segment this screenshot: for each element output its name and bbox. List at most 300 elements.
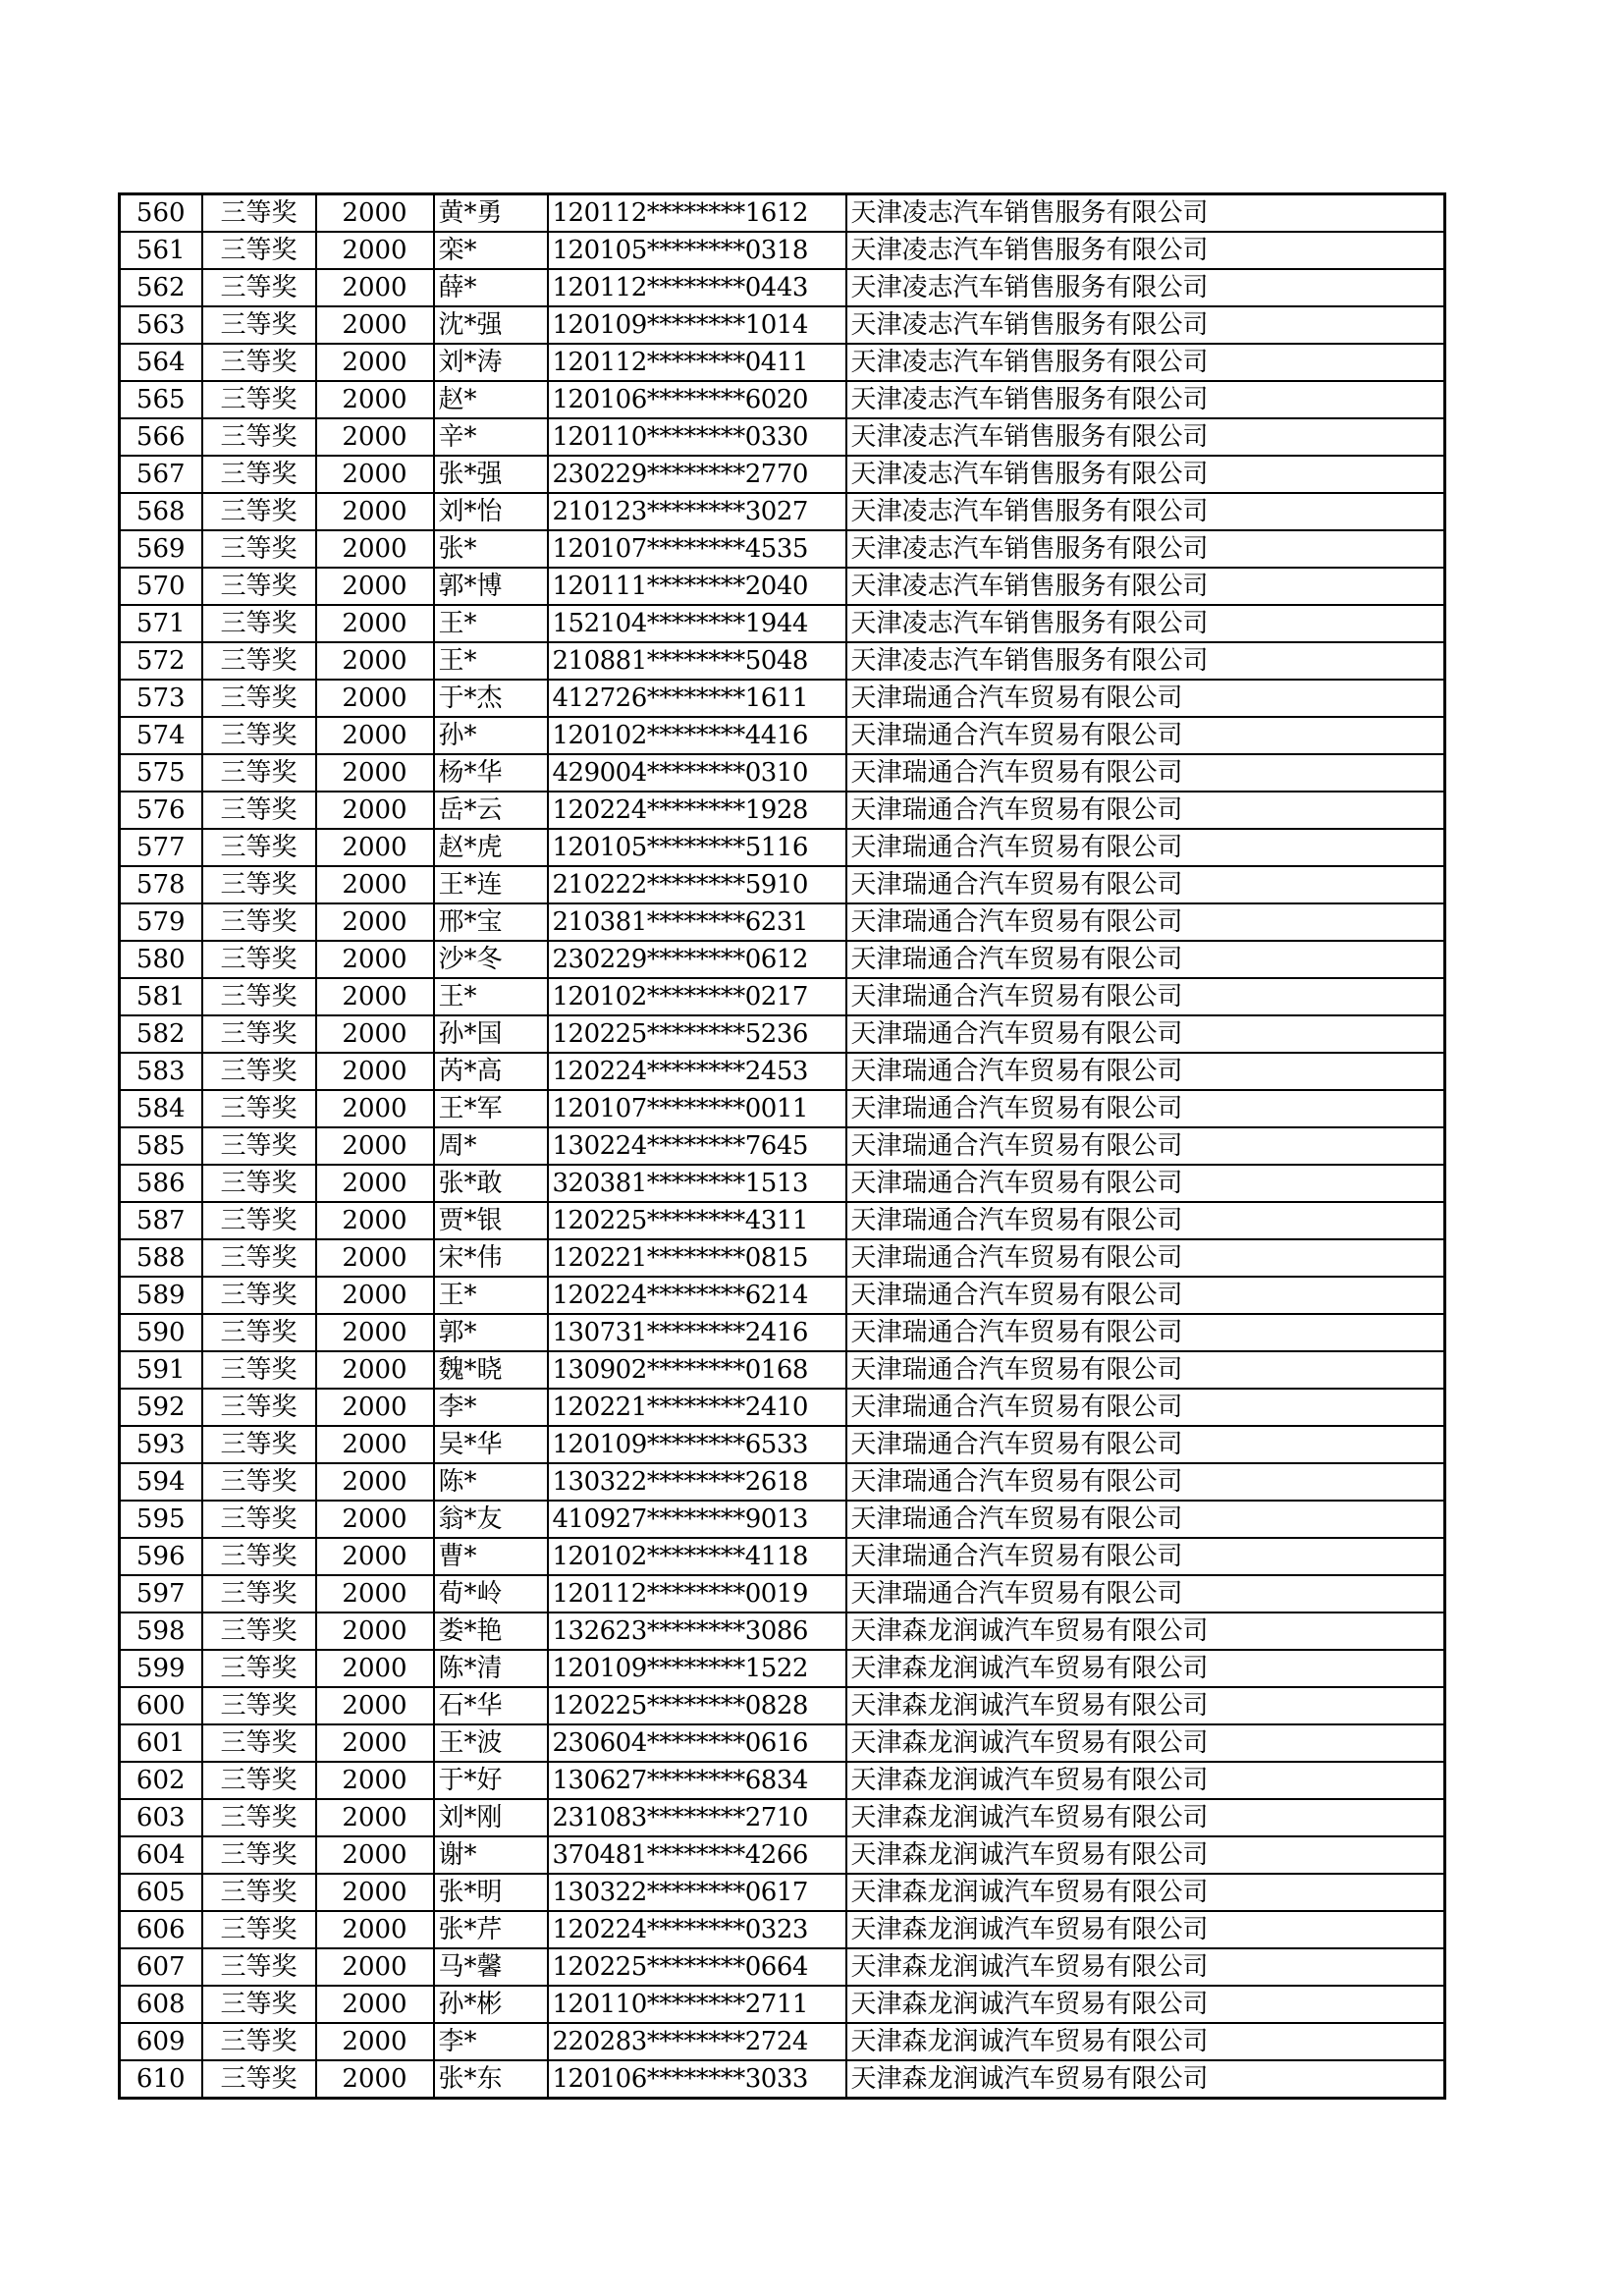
name-cell: 薛* — [434, 269, 548, 306]
name-cell: 王*军 — [434, 1090, 548, 1127]
amount-cell: 2000 — [316, 829, 434, 866]
table-row — [120, 792, 1445, 829]
row-index-cell: 574 — [120, 717, 202, 754]
award-cell: 三等奖 — [202, 866, 316, 903]
row-index-cell: 562 — [120, 269, 202, 306]
company-cell: 天津瑞通合汽车贸易有限公司 — [846, 829, 1445, 866]
company-cell: 天津凌志汽车销售服务有限公司 — [846, 418, 1445, 456]
company-cell: 天津瑞通合汽车贸易有限公司 — [846, 1277, 1445, 1314]
company-cell: 天津瑞通合汽车贸易有限公司 — [846, 1575, 1445, 1613]
company-cell: 天津凌志汽车销售服务有限公司 — [846, 232, 1445, 269]
amount-cell: 2000 — [316, 344, 434, 381]
row-index-cell: 610 — [120, 2060, 202, 2099]
id-number-cell: 120225********5236 — [548, 1015, 846, 1053]
id-number-cell: 120112********0443 — [548, 269, 846, 306]
name-cell: 李* — [434, 1389, 548, 1426]
company-cell: 天津瑞通合汽车贸易有限公司 — [846, 1202, 1445, 1239]
table-row — [120, 941, 1445, 978]
name-cell: 谢* — [434, 1836, 548, 1874]
row-index-cell: 600 — [120, 1687, 202, 1724]
award-cell: 三等奖 — [202, 1389, 316, 1426]
company-cell: 天津瑞通合汽车贸易有限公司 — [846, 1090, 1445, 1127]
table-row — [120, 1911, 1445, 1948]
name-cell: 李* — [434, 2023, 548, 2060]
table-row — [120, 829, 1445, 866]
company-cell: 天津瑞通合汽车贸易有限公司 — [846, 1165, 1445, 1202]
name-cell: 栾* — [434, 232, 548, 269]
id-number-cell: 120102********0217 — [548, 978, 846, 1015]
table-row — [120, 418, 1445, 456]
table-row — [120, 493, 1445, 530]
table-row — [120, 605, 1445, 642]
amount-cell: 2000 — [316, 605, 434, 642]
amount-cell: 2000 — [316, 1911, 434, 1948]
amount-cell: 2000 — [316, 1948, 434, 1986]
id-number-cell: 130224********7645 — [548, 1127, 846, 1165]
row-index-cell: 568 — [120, 493, 202, 530]
award-cell: 三等奖 — [202, 941, 316, 978]
table-row — [120, 1799, 1445, 1836]
table-row — [120, 269, 1445, 306]
company-cell: 天津森龙润诚汽车贸易有限公司 — [846, 1687, 1445, 1724]
company-cell: 天津瑞通合汽车贸易有限公司 — [846, 1501, 1445, 1538]
award-cell: 三等奖 — [202, 1724, 316, 1762]
row-index-cell: 587 — [120, 1202, 202, 1239]
name-cell: 魏*晓 — [434, 1351, 548, 1389]
name-cell: 翁*友 — [434, 1501, 548, 1538]
company-cell: 天津瑞通合汽车贸易有限公司 — [846, 1127, 1445, 1165]
company-cell: 天津森龙润诚汽车贸易有限公司 — [846, 1836, 1445, 1874]
row-index-cell: 604 — [120, 1836, 202, 1874]
amount-cell: 2000 — [316, 418, 434, 456]
name-cell: 陈* — [434, 1463, 548, 1501]
amount-cell: 2000 — [316, 754, 434, 792]
award-cell: 三等奖 — [202, 1127, 316, 1165]
id-number-cell: 120221********2410 — [548, 1389, 846, 1426]
company-cell: 天津森龙润诚汽车贸易有限公司 — [846, 2023, 1445, 2060]
name-cell: 王*连 — [434, 866, 548, 903]
row-index-cell: 601 — [120, 1724, 202, 1762]
amount-cell: 2000 — [316, 1351, 434, 1389]
table-row — [120, 1538, 1445, 1575]
amount-cell: 2000 — [316, 568, 434, 605]
table-row — [120, 1874, 1445, 1911]
award-cell: 三等奖 — [202, 232, 316, 269]
company-cell: 天津瑞通合汽车贸易有限公司 — [846, 1426, 1445, 1463]
table-row — [120, 1314, 1445, 1351]
table-row — [120, 754, 1445, 792]
award-cell: 三等奖 — [202, 1874, 316, 1911]
amount-cell: 2000 — [316, 1426, 434, 1463]
name-cell: 吴*华 — [434, 1426, 548, 1463]
name-cell: 张* — [434, 530, 548, 568]
amount-cell: 2000 — [316, 381, 434, 418]
name-cell: 黄*勇 — [434, 194, 548, 233]
name-cell: 王* — [434, 978, 548, 1015]
amount-cell: 2000 — [316, 1874, 434, 1911]
id-number-cell: 120106********6020 — [548, 381, 846, 418]
name-cell: 贾*银 — [434, 1202, 548, 1239]
company-cell: 天津瑞通合汽车贸易有限公司 — [846, 941, 1445, 978]
award-cell: 三等奖 — [202, 1911, 316, 1948]
table-row — [120, 1948, 1445, 1986]
award-cell: 三等奖 — [202, 605, 316, 642]
name-cell: 沈*强 — [434, 306, 548, 344]
table-row — [120, 1724, 1445, 1762]
id-number-cell: 210222********5910 — [548, 866, 846, 903]
name-cell: 张*芹 — [434, 1911, 548, 1948]
id-number-cell: 130902********0168 — [548, 1351, 846, 1389]
row-index-cell: 581 — [120, 978, 202, 1015]
name-cell: 辛* — [434, 418, 548, 456]
name-cell: 赵* — [434, 381, 548, 418]
amount-cell: 2000 — [316, 1762, 434, 1799]
award-cell: 三等奖 — [202, 344, 316, 381]
amount-cell: 2000 — [316, 1687, 434, 1724]
award-cell: 三等奖 — [202, 1836, 316, 1874]
id-number-cell: 152104********1944 — [548, 605, 846, 642]
row-index-cell: 597 — [120, 1575, 202, 1613]
row-index-cell: 594 — [120, 1463, 202, 1501]
company-cell: 天津瑞通合汽车贸易有限公司 — [846, 792, 1445, 829]
award-cell: 三等奖 — [202, 1015, 316, 1053]
amount-cell: 2000 — [316, 306, 434, 344]
id-number-cell: 120109********6533 — [548, 1426, 846, 1463]
amount-cell: 2000 — [316, 903, 434, 941]
name-cell: 宋*伟 — [434, 1239, 548, 1277]
amount-cell: 2000 — [316, 941, 434, 978]
row-index-cell: 608 — [120, 1986, 202, 2023]
row-index-cell: 589 — [120, 1277, 202, 1314]
name-cell: 曹* — [434, 1538, 548, 1575]
award-cell: 三等奖 — [202, 1687, 316, 1724]
award-cell: 三等奖 — [202, 269, 316, 306]
id-number-cell: 230229********2770 — [548, 456, 846, 493]
award-cell: 三等奖 — [202, 642, 316, 680]
table-row — [120, 978, 1445, 1015]
company-cell: 天津森龙润诚汽车贸易有限公司 — [846, 2060, 1445, 2099]
name-cell: 杨*华 — [434, 754, 548, 792]
company-cell: 天津森龙润诚汽车贸易有限公司 — [846, 1724, 1445, 1762]
table-row — [120, 1575, 1445, 1613]
table-row — [120, 1015, 1445, 1053]
row-index-cell: 579 — [120, 903, 202, 941]
name-cell: 孙* — [434, 717, 548, 754]
name-cell: 石*华 — [434, 1687, 548, 1724]
award-cell: 三等奖 — [202, 829, 316, 866]
amount-cell: 2000 — [316, 1501, 434, 1538]
award-cell: 三等奖 — [202, 2060, 316, 2099]
table-row — [120, 1650, 1445, 1687]
id-number-cell: 120110********2711 — [548, 1986, 846, 2023]
table-row — [120, 1053, 1445, 1090]
award-cell: 三等奖 — [202, 418, 316, 456]
table-row — [120, 903, 1445, 941]
table-row — [120, 680, 1445, 717]
award-cell: 三等奖 — [202, 1762, 316, 1799]
table-row — [120, 1127, 1445, 1165]
row-index-cell: 591 — [120, 1351, 202, 1389]
award-cell: 三等奖 — [202, 1650, 316, 1687]
amount-cell: 2000 — [316, 269, 434, 306]
company-cell: 天津凌志汽车销售服务有限公司 — [846, 381, 1445, 418]
amount-cell: 2000 — [316, 1127, 434, 1165]
table-row — [120, 1613, 1445, 1650]
table-row — [120, 1687, 1445, 1724]
company-cell: 天津瑞通合汽车贸易有限公司 — [846, 1538, 1445, 1575]
name-cell: 张*强 — [434, 456, 548, 493]
id-number-cell: 130322********0617 — [548, 1874, 846, 1911]
amount-cell: 2000 — [316, 1202, 434, 1239]
table-row — [120, 866, 1445, 903]
company-cell: 天津瑞通合汽车贸易有限公司 — [846, 754, 1445, 792]
id-number-cell: 120107********0011 — [548, 1090, 846, 1127]
name-cell: 马*馨 — [434, 1948, 548, 1986]
company-cell: 天津森龙润诚汽车贸易有限公司 — [846, 1613, 1445, 1650]
name-cell: 邢*宝 — [434, 903, 548, 941]
row-index-cell: 580 — [120, 941, 202, 978]
row-index-cell: 576 — [120, 792, 202, 829]
id-number-cell: 320381********1513 — [548, 1165, 846, 1202]
company-cell: 天津瑞通合汽车贸易有限公司 — [846, 680, 1445, 717]
id-number-cell: 210381********6231 — [548, 903, 846, 941]
company-cell: 天津凌志汽车销售服务有限公司 — [846, 530, 1445, 568]
table-row — [120, 1277, 1445, 1314]
award-cell: 三等奖 — [202, 194, 316, 233]
row-index-cell: 564 — [120, 344, 202, 381]
row-index-cell: 609 — [120, 2023, 202, 2060]
award-cell: 三等奖 — [202, 1948, 316, 1986]
name-cell: 沙*冬 — [434, 941, 548, 978]
id-number-cell: 120224********1928 — [548, 792, 846, 829]
amount-cell: 2000 — [316, 1090, 434, 1127]
row-index-cell: 566 — [120, 418, 202, 456]
amount-cell: 2000 — [316, 1053, 434, 1090]
award-cell: 三等奖 — [202, 1575, 316, 1613]
award-cell: 三等奖 — [202, 1426, 316, 1463]
award-cell: 三等奖 — [202, 306, 316, 344]
award-cell: 三等奖 — [202, 1613, 316, 1650]
row-index-cell: 588 — [120, 1239, 202, 1277]
row-index-cell: 575 — [120, 754, 202, 792]
amount-cell: 2000 — [316, 2060, 434, 2099]
company-cell: 天津森龙润诚汽车贸易有限公司 — [846, 1799, 1445, 1836]
company-cell: 天津凌志汽车销售服务有限公司 — [846, 306, 1445, 344]
id-number-cell: 130627********6834 — [548, 1762, 846, 1799]
company-cell: 天津瑞通合汽车贸易有限公司 — [846, 1389, 1445, 1426]
amount-cell: 2000 — [316, 866, 434, 903]
amount-cell: 2000 — [316, 1799, 434, 1836]
amount-cell: 2000 — [316, 792, 434, 829]
amount-cell: 2000 — [316, 1463, 434, 1501]
company-cell: 天津森龙润诚汽车贸易有限公司 — [846, 1948, 1445, 1986]
award-cell: 三等奖 — [202, 530, 316, 568]
company-cell: 天津瑞通合汽车贸易有限公司 — [846, 1351, 1445, 1389]
amount-cell: 2000 — [316, 1165, 434, 1202]
name-cell: 郭* — [434, 1314, 548, 1351]
row-index-cell: 569 — [120, 530, 202, 568]
table-row — [120, 2060, 1445, 2099]
company-cell: 天津凌志汽车销售服务有限公司 — [846, 194, 1445, 233]
row-index-cell: 573 — [120, 680, 202, 717]
award-cell: 三等奖 — [202, 717, 316, 754]
row-index-cell: 592 — [120, 1389, 202, 1426]
row-index-cell: 570 — [120, 568, 202, 605]
row-index-cell: 599 — [120, 1650, 202, 1687]
id-number-cell: 120109********1014 — [548, 306, 846, 344]
row-index-cell: 567 — [120, 456, 202, 493]
name-cell: 岳*云 — [434, 792, 548, 829]
id-number-cell: 120107********4535 — [548, 530, 846, 568]
award-cell: 三等奖 — [202, 2023, 316, 2060]
id-number-cell: 130731********2416 — [548, 1314, 846, 1351]
award-cell: 三等奖 — [202, 680, 316, 717]
name-cell: 于*杰 — [434, 680, 548, 717]
row-index-cell: 586 — [120, 1165, 202, 1202]
table-row — [120, 232, 1445, 269]
amount-cell: 2000 — [316, 717, 434, 754]
table-row — [120, 530, 1445, 568]
row-index-cell: 561 — [120, 232, 202, 269]
award-cell: 三等奖 — [202, 792, 316, 829]
name-cell: 刘*刚 — [434, 1799, 548, 1836]
name-cell: 周* — [434, 1127, 548, 1165]
amount-cell: 2000 — [316, 1239, 434, 1277]
table-row — [120, 1986, 1445, 2023]
company-cell: 天津凌志汽车销售服务有限公司 — [846, 269, 1445, 306]
id-number-cell: 120224********6214 — [548, 1277, 846, 1314]
winners-table-body — [120, 194, 1445, 2099]
id-number-cell: 130322********2618 — [548, 1463, 846, 1501]
award-cell: 三等奖 — [202, 1165, 316, 1202]
row-index-cell: 596 — [120, 1538, 202, 1575]
name-cell: 娄*艳 — [434, 1613, 548, 1650]
award-cell: 三等奖 — [202, 754, 316, 792]
id-number-cell: 429004********0310 — [548, 754, 846, 792]
amount-cell: 2000 — [316, 2023, 434, 2060]
id-number-cell: 120224********2453 — [548, 1053, 846, 1090]
company-cell: 天津凌志汽车销售服务有限公司 — [846, 568, 1445, 605]
id-number-cell: 410927********9013 — [548, 1501, 846, 1538]
name-cell: 于*好 — [434, 1762, 548, 1799]
row-index-cell: 572 — [120, 642, 202, 680]
amount-cell: 2000 — [316, 642, 434, 680]
name-cell: 张*明 — [434, 1874, 548, 1911]
company-cell: 天津凌志汽车销售服务有限公司 — [846, 642, 1445, 680]
table-row — [120, 1351, 1445, 1389]
amount-cell: 2000 — [316, 680, 434, 717]
amount-cell: 2000 — [316, 1389, 434, 1426]
row-index-cell: 565 — [120, 381, 202, 418]
row-index-cell: 571 — [120, 605, 202, 642]
id-number-cell: 120106********3033 — [548, 2060, 846, 2099]
row-index-cell: 590 — [120, 1314, 202, 1351]
award-cell: 三等奖 — [202, 903, 316, 941]
company-cell: 天津凌志汽车销售服务有限公司 — [846, 605, 1445, 642]
amount-cell: 2000 — [316, 232, 434, 269]
id-number-cell: 120105********5116 — [548, 829, 846, 866]
table-row — [120, 1090, 1445, 1127]
company-cell: 天津凌志汽车销售服务有限公司 — [846, 493, 1445, 530]
amount-cell: 2000 — [316, 1724, 434, 1762]
company-cell: 天津森龙润诚汽车贸易有限公司 — [846, 1650, 1445, 1687]
id-number-cell: 120110********0330 — [548, 418, 846, 456]
amount-cell: 2000 — [316, 1015, 434, 1053]
id-number-cell: 370481********4266 — [548, 1836, 846, 1874]
amount-cell: 2000 — [316, 1650, 434, 1687]
company-cell: 天津瑞通合汽车贸易有限公司 — [846, 1239, 1445, 1277]
amount-cell: 2000 — [316, 978, 434, 1015]
row-index-cell: 595 — [120, 1501, 202, 1538]
id-number-cell: 120225********0664 — [548, 1948, 846, 1986]
table-row — [120, 1389, 1445, 1426]
award-cell: 三等奖 — [202, 1314, 316, 1351]
name-cell: 王*波 — [434, 1724, 548, 1762]
name-cell: 刘*涛 — [434, 344, 548, 381]
table-row — [120, 1836, 1445, 1874]
row-index-cell: 593 — [120, 1426, 202, 1463]
company-cell: 天津瑞通合汽车贸易有限公司 — [846, 1015, 1445, 1053]
row-index-cell: 603 — [120, 1799, 202, 1836]
name-cell: 刘*怡 — [434, 493, 548, 530]
amount-cell: 2000 — [316, 1538, 434, 1575]
name-cell: 郭*博 — [434, 568, 548, 605]
table-row — [120, 1762, 1445, 1799]
award-cell: 三等奖 — [202, 1239, 316, 1277]
award-cell: 三等奖 — [202, 493, 316, 530]
row-index-cell: 577 — [120, 829, 202, 866]
company-cell: 天津森龙润诚汽车贸易有限公司 — [846, 1762, 1445, 1799]
row-index-cell: 584 — [120, 1090, 202, 1127]
row-index-cell: 598 — [120, 1613, 202, 1650]
id-number-cell: 120225********4311 — [548, 1202, 846, 1239]
id-number-cell: 230604********0616 — [548, 1724, 846, 1762]
name-cell: 王* — [434, 1277, 548, 1314]
table-row — [120, 1202, 1445, 1239]
amount-cell: 2000 — [316, 493, 434, 530]
table-row — [120, 717, 1445, 754]
table-row — [120, 1463, 1445, 1501]
table-row — [120, 344, 1445, 381]
id-number-cell: 120111********2040 — [548, 568, 846, 605]
award-cell: 三等奖 — [202, 1202, 316, 1239]
row-index-cell: 578 — [120, 866, 202, 903]
row-index-cell: 560 — [120, 194, 202, 233]
company-cell: 天津凌志汽车销售服务有限公司 — [846, 456, 1445, 493]
company-cell: 天津瑞通合汽车贸易有限公司 — [846, 903, 1445, 941]
id-number-cell: 231083********2710 — [548, 1799, 846, 1836]
name-cell: 芮*高 — [434, 1053, 548, 1090]
award-cell: 三等奖 — [202, 1277, 316, 1314]
table-row — [120, 381, 1445, 418]
amount-cell: 2000 — [316, 1836, 434, 1874]
company-cell: 天津森龙润诚汽车贸易有限公司 — [846, 1986, 1445, 2023]
name-cell: 孙*国 — [434, 1015, 548, 1053]
id-number-cell: 412726********1611 — [548, 680, 846, 717]
name-cell: 赵*虎 — [434, 829, 548, 866]
amount-cell: 2000 — [316, 1613, 434, 1650]
company-cell: 天津森龙润诚汽车贸易有限公司 — [846, 1874, 1445, 1911]
row-index-cell: 607 — [120, 1948, 202, 1986]
name-cell: 张*敢 — [434, 1165, 548, 1202]
award-cell: 三等奖 — [202, 456, 316, 493]
company-cell: 天津凌志汽车销售服务有限公司 — [846, 344, 1445, 381]
award-cell: 三等奖 — [202, 1538, 316, 1575]
table-row — [120, 2023, 1445, 2060]
amount-cell: 2000 — [316, 530, 434, 568]
amount-cell: 2000 — [316, 456, 434, 493]
table-row — [120, 456, 1445, 493]
